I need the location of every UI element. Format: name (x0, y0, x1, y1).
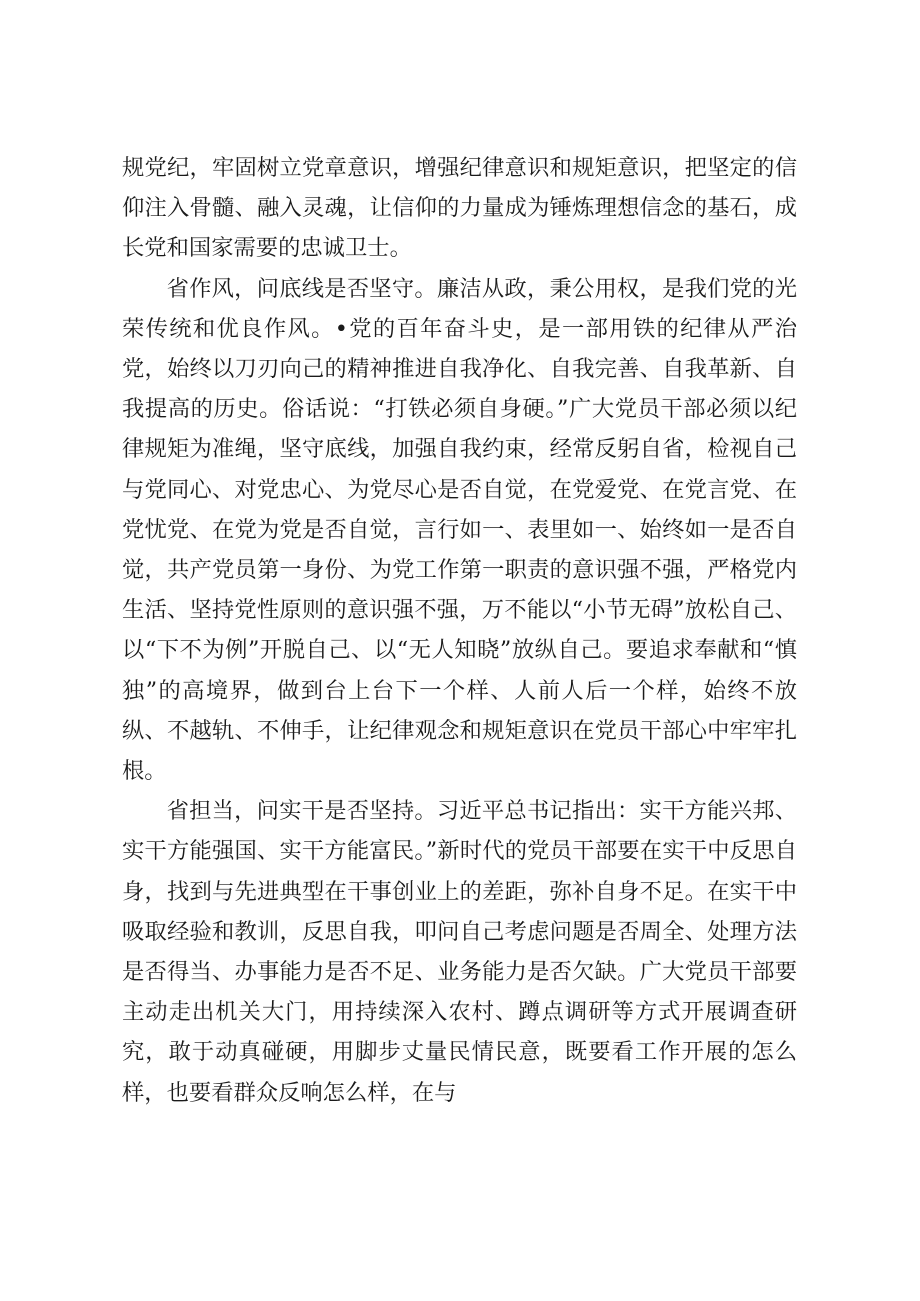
paragraph-self-reflection-responsibility: 省担当，问实干是否坚持。习近平总书记指出：实干方能兴邦、实干方能强国、实干方能富民。”新时代的党员干部要在实干中反思自身，找到与先进典型在干事创业上的差距，弥补自身不足。在实干中吸取经验和教训，反思自我，叩问自己考虑问题是否周全、处理方法是否得当、办事能力是否不足、业务能力是否欠缺。广大党员干部要主动走出机关大门，用持续深入农村、蹲点调研等方式开展调查研究，敢于动真碰硬，用脚步丈量民情民意，既要看工作开展的怎么样，也要看群众反响怎么样，在与 (122, 798, 797, 1106)
paragraph-continuation: 规党纪，牢固树立党章意识，增强纪律意识和规矩意识，把坚定的信仰注入骨髓、融入灵魂，让信仰的力量成为锤炼理想信念的基石，成长党和国家需要的忠诚卫士。 (122, 155, 797, 262)
paragraph-self-reflection-style: 省作风，问底线是否坚守。廉洁从政，秉公用权，是我们党的光荣传统和优良作风。•党的百年奋斗史，是一部用铁的纪律从严治党，始终以刀刃向己的精神推进自我净化、自我完善、自我革新、自我提高的历史。俗话说：“打铁必须自身硬。”广大党员干部必须以纪律规矩为准绳，坚守底线，加强自我约束，经常反躬自省，检视自己与党同心、对党忠心、为党尽心是否自觉，在党爱党、在党言党、在党忧党、在党为党是否自觉，言行如一、表里如一、始终如一是否自觉，共产党员第一身份、为党工作第一职责的意识强不强，严格党内生活、坚持党性原则的意识强不强，万不能以“小节无碍”放松自己、以“下不为例”开脱自己、以“无人知晓”放纵自己。要追求奉献和“慎独”的高境界，做到台上台下一个样、人前人后一个样，始终不放纵、不越轨、不伸手，让纪律观念和规矩意识在党员干部心中牢牢扎根。 (122, 275, 797, 785)
document-body (122, 148, 797, 1113)
